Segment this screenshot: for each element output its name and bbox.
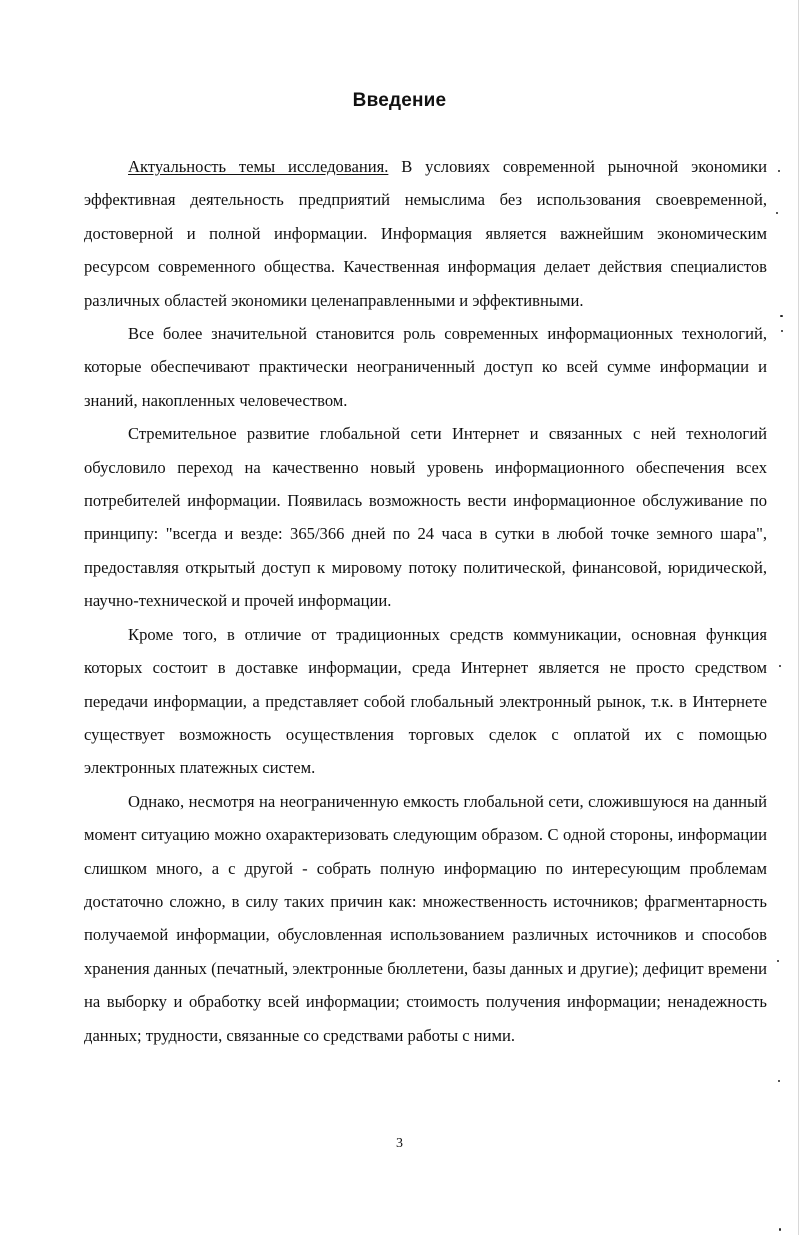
- paragraph-2: Все более значительной становится роль современных информационных технологий, которые обеспечивают практически неограниченный доступ ко всей сумме информации и знаний, накопленных человечеством.: [84, 324, 767, 410]
- paragraph-lead: Актуальность темы исследования.: [128, 157, 389, 176]
- scan-speck: [776, 212, 778, 214]
- scan-speck: [779, 1228, 781, 1231]
- paragraph-4: Кроме того, в отличие от традиционных средств коммуникации, основная функция которых состоит в доставке информации, среда Интернет является не просто средством передачи информации, а представляет собой глобальный электронный рынок, т.к. в Интернете существует возможность осуществления торговых сделок с оплатой их с помощью электронных платежных систем.: [84, 624, 767, 778]
- scan-speck: [778, 1080, 780, 1082]
- paragraph-5: Однако, несмотря на неограниченную емкость глобальной сети, сложившуюся на данный момент ситуацию можно охарактеризовать следующим образом. С одной стороны, информации слишком много, а с другой - собрать полную информацию по интересующим проблемам достаточно сложно, в силу таких причин как: множественность источников; фрагментарность получаемой информации, обусловленная использованием различных источников и способов хранения данных (печатный, электронные бюллетени, базы данных и другие); дефицит времени на выборку и обработку всей информации; стоимость получения информации; ненадежность данных; трудности, связанные со средствами работы с ними.: [84, 791, 767, 1045]
- scan-speck: [781, 330, 783, 332]
- scan-speck: [779, 665, 781, 667]
- paragraph-3: Стремительное развитие глобальной сети Интернет и связанных с ней технологий обусловило переход на качественно новый уровень информационного обеспечения всех потребителей информации. Появилась возможность вести информационное обслуживание по принципу: "всегда и везде: 365/366 дней по 24 часа в сутки в любой точке земного шара", предоставляя открытый доступ к мировому потоку политической, финансовой, юридической, научно-технической и прочей информации.: [84, 424, 767, 611]
- page-title: Введение: [352, 90, 447, 111]
- page-number: 3: [396, 1136, 403, 1151]
- scan-speck: [780, 315, 783, 317]
- document-body: [84, 150, 767, 1052]
- paragraph-text: В условиях современной рыночной экономики эффективная деятельность предприятий немыслима без использования своевременной, достоверной и полной информации. Информация является важнейшим экономическим ресурсом современного общества. Качественная информация делает действия специалистов различных областей экономики целенаправленными и эффективными.: [84, 157, 767, 310]
- scan-speck: [777, 960, 779, 962]
- scan-speck: [778, 170, 780, 172]
- paragraph-1: [84, 150, 767, 317]
